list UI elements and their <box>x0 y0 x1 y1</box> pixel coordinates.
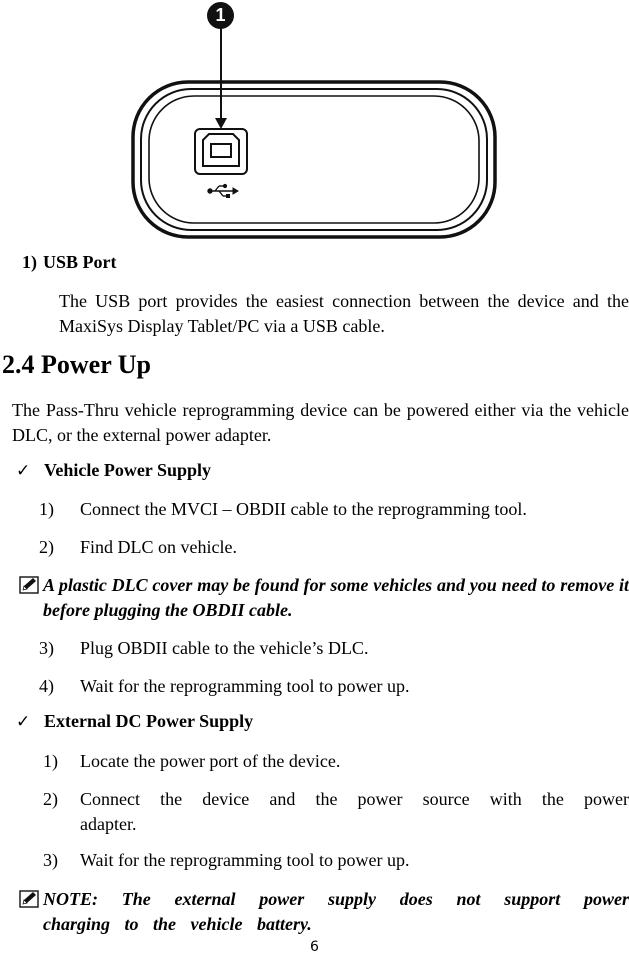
step-text: Plug OBDII cable to the vehicle’s DLC. <box>80 638 369 658</box>
list-item <box>43 749 340 774</box>
usb-port-figure <box>0 0 629 245</box>
list-item <box>43 787 629 837</box>
step-number: 4) <box>39 676 54 696</box>
list-item <box>39 674 409 699</box>
note-pencil-icon <box>19 890 39 913</box>
checkmark-icon: ✓ <box>16 461 31 481</box>
step-text: Wait for the reprogramming tool to power up. <box>80 676 410 696</box>
caption-label: USB Port <box>43 252 117 272</box>
page-number: 6 <box>310 939 319 955</box>
step-number: 1) <box>43 751 58 771</box>
vehicle-power-heading-text: Vehicle Power Supply <box>44 460 212 480</box>
step-text: Connect the device and the power source with the power adapter. <box>80 789 629 834</box>
figure-caption <box>22 252 117 273</box>
usb-port-description: The USB port provides the easiest connection between the device and the MaxiSys Display Tablet/PC via a USB cable. <box>59 291 629 336</box>
step-number: 2) <box>43 789 58 809</box>
list-item <box>43 848 409 873</box>
vehicle-power-heading <box>16 460 211 481</box>
step-number: 2) <box>39 537 54 557</box>
list-item <box>39 497 527 522</box>
caption-number: 1) <box>22 252 37 272</box>
external-power-heading-text: External DC Power Supply <box>44 711 254 731</box>
step-number: 3) <box>39 638 54 658</box>
callout-number-badge: 1 <box>207 2 234 29</box>
step-number: 1) <box>39 499 54 519</box>
step-number: 3) <box>43 850 58 870</box>
section-heading: 2.4 Power Up <box>2 350 152 379</box>
list-item <box>39 535 237 560</box>
note-text: NOTE: The external power supply does not support power charging to the vehicle battery. <box>43 889 629 934</box>
step-text: Locate the power port of the device. <box>80 751 341 771</box>
step-text: Find DLC on vehicle. <box>80 537 237 557</box>
external-power-heading <box>16 711 253 732</box>
device-side-illustration <box>0 0 629 245</box>
checkmark-icon: ✓ <box>16 712 31 732</box>
note-text: A plastic DLC cover may be found for some vehicles and you need to remove it before plugging the OBDII cable. <box>43 575 629 620</box>
note-pencil-icon <box>19 576 39 599</box>
list-item <box>39 636 368 661</box>
section-intro: The Pass-Thru vehicle reprogramming device can be powered either via the vehicle DLC, or the external power adapter. <box>12 400 629 445</box>
step-text: Wait for the reprogramming tool to power up. <box>80 850 410 870</box>
step-text: Connect the MVCI – OBDII cable to the reprogramming tool. <box>80 499 527 519</box>
